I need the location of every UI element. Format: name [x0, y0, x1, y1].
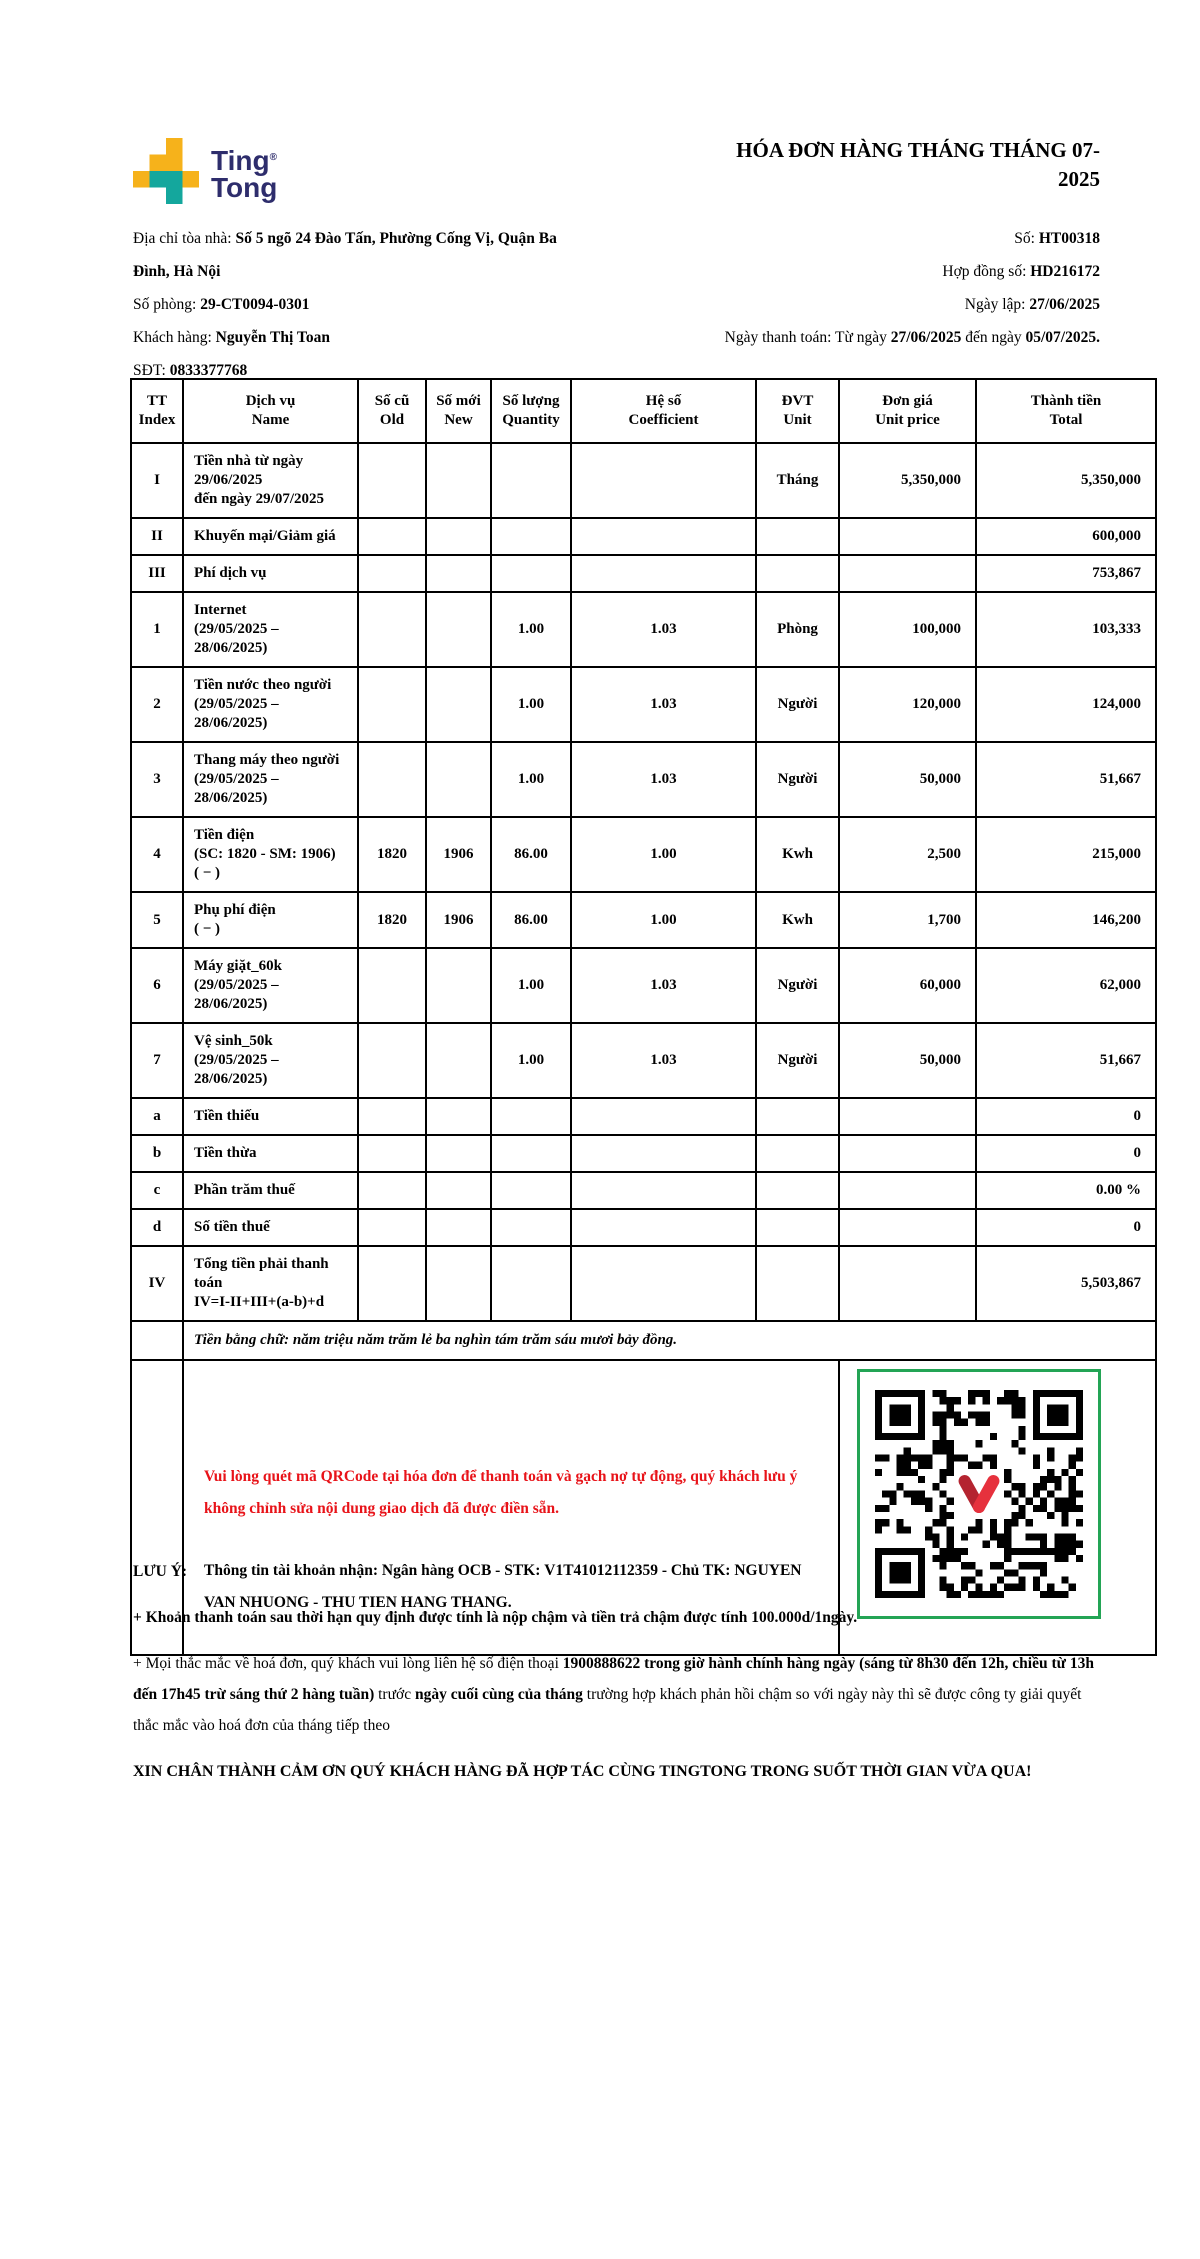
customer-name: Khách hàng: Nguyễn Thị Toan: [133, 329, 330, 346]
row-index-cell: 6: [131, 948, 183, 1023]
coefficient-cell: 1.03: [571, 948, 756, 1023]
old-reading-cell: [358, 443, 426, 518]
total-cell: 124,000: [976, 667, 1156, 742]
old-reading-cell: 1820: [358, 892, 426, 948]
old-reading-cell: [358, 592, 426, 667]
total-cell: 0: [976, 1209, 1156, 1246]
quantity-cell: [491, 1209, 571, 1246]
row-index-cell: IV: [131, 1246, 183, 1321]
coefficient-cell: [571, 518, 756, 555]
total-cell: 51,667: [976, 1023, 1156, 1098]
invoice-table: [130, 378, 1157, 1656]
unit-cell: [756, 1135, 839, 1172]
unit-price-cell: [839, 1246, 976, 1321]
unit-cell: [756, 518, 839, 555]
col-service: Dịch vụ Name: [183, 379, 358, 443]
new-reading-cell: [426, 1023, 491, 1098]
service-name-cell: Phần trăm thuế: [183, 1172, 358, 1209]
quantity-cell: 1.00: [491, 1023, 571, 1098]
quantity-cell: [491, 1135, 571, 1172]
total-cell: 5,503,867: [976, 1246, 1156, 1321]
quantity-cell: 86.00: [491, 892, 571, 948]
col-index: TT Index: [131, 379, 183, 443]
total-cell: 0: [976, 1135, 1156, 1172]
building-info: [133, 222, 693, 387]
unit-price-cell: 60,000: [839, 948, 976, 1023]
coefficient-cell: [571, 443, 756, 518]
total-cell: 51,667: [976, 742, 1156, 817]
old-reading-cell: [358, 1135, 426, 1172]
table-row: [131, 817, 1156, 892]
coefficient-cell: [571, 1246, 756, 1321]
table-row: [131, 1172, 1156, 1209]
row-index-cell: I: [131, 443, 183, 518]
new-reading-cell: [426, 742, 491, 817]
quantity-cell: [491, 555, 571, 592]
unit-price-cell: [839, 1172, 976, 1209]
col-new: Số mới New: [426, 379, 491, 443]
invoice-number: Số: HT00318: [1014, 230, 1100, 247]
service-name-cell: Phụ phí điện ( − ): [183, 892, 358, 948]
row-index-cell: c: [131, 1172, 183, 1209]
unit-price-cell: [839, 1098, 976, 1135]
invoice-meta: [725, 222, 1100, 354]
service-name-cell: Tiền nhà từ ngày 29/06/2025 đến ngày 29/07/2025: [183, 443, 358, 518]
thank-you-message: XIN CHÂN THÀNH CẢM ƠN QUÝ KHÁCH HÀNG ĐÃ HỢP TÁC CÙNG TINGTONG TRONG SUỐT THỜI GIAN VỪA QUA!: [133, 1763, 1032, 1780]
table-row: [131, 948, 1156, 1023]
row-index-cell: d: [131, 1209, 183, 1246]
service-name-cell: Khuyến mại/Giảm giá: [183, 518, 358, 555]
unit-price-cell: [839, 1209, 976, 1246]
total-cell: 600,000: [976, 518, 1156, 555]
service-name-cell: Tiền điện (SC: 1820 - SM: 1906) ( − ): [183, 817, 358, 892]
unit-price-cell: [839, 518, 976, 555]
row-index-cell: b: [131, 1135, 183, 1172]
unit-cell: [756, 1098, 839, 1135]
row-index-cell: II: [131, 518, 183, 555]
total-cell: 0: [976, 1098, 1156, 1135]
unit-cell: [756, 1246, 839, 1321]
row-index-cell: a: [131, 1098, 183, 1135]
amount-in-words: Tiền bằng chữ: năm triệu năm trăm lẻ ba nghìn tám trăm sáu mươi bảy đồng.: [183, 1321, 1156, 1360]
unit-cell: Kwh: [756, 892, 839, 948]
table-row: [131, 742, 1156, 817]
old-reading-cell: [358, 1023, 426, 1098]
quantity-cell: [491, 1172, 571, 1209]
quantity-cell: [491, 443, 571, 518]
service-name-cell: Số tiền thuế: [183, 1209, 358, 1246]
col-coefficient: Hệ số Coefficient: [571, 379, 756, 443]
row-index-cell: 2: [131, 667, 183, 742]
unit-price-cell: 100,000: [839, 592, 976, 667]
quantity-cell: 86.00: [491, 817, 571, 892]
unit-price-cell: 120,000: [839, 667, 976, 742]
new-reading-cell: [426, 592, 491, 667]
service-name-cell: Tiền thiếu: [183, 1098, 358, 1135]
tingtong-logo-icon: [133, 138, 199, 204]
new-reading-cell: [426, 1246, 491, 1321]
col-quantity: Số lượng Quantity: [491, 379, 571, 443]
unit-price-cell: 2,500: [839, 817, 976, 892]
row-index-cell: 5: [131, 892, 183, 948]
new-reading-cell: 1906: [426, 817, 491, 892]
old-reading-cell: [358, 1209, 426, 1246]
service-name-cell: Tiền nước theo người (29/05/2025 – 28/06/2025): [183, 667, 358, 742]
issue-date: Ngày lập: 27/06/2025: [964, 296, 1100, 313]
coefficient-cell: [571, 1098, 756, 1135]
row-index-cell: 7: [131, 1023, 183, 1098]
building-address-line1: Địa chỉ tòa nhà: Số 5 ngõ 24 Đào Tấn, Phường Cống Vị, Quận Ba: [133, 230, 557, 247]
unit-cell: [756, 555, 839, 592]
quantity-cell: [491, 1098, 571, 1135]
new-reading-cell: [426, 667, 491, 742]
new-reading-cell: [426, 948, 491, 1023]
coefficient-cell: [571, 555, 756, 592]
unit-price-cell: [839, 555, 976, 592]
total-cell: 103,333: [976, 592, 1156, 667]
tingtong-logo-text: Ting® Tong: [211, 145, 278, 203]
payment-period: Ngày thanh toán: Từ ngày 27/06/2025 đến ngày 05/07/2025.: [724, 329, 1100, 346]
total-cell: 5,350,000: [976, 443, 1156, 518]
coefficient-cell: 1.03: [571, 592, 756, 667]
quantity-cell: 1.00: [491, 592, 571, 667]
new-reading-cell: [426, 518, 491, 555]
table-row: [131, 518, 1156, 555]
old-reading-cell: [358, 518, 426, 555]
coefficient-cell: 1.00: [571, 817, 756, 892]
unit-cell: Người: [756, 667, 839, 742]
total-cell: 0.00 %: [976, 1172, 1156, 1209]
invoice-title: HÓA ĐƠN HÀNG THÁNG THÁNG 07- 2025: [736, 138, 1100, 191]
new-reading-cell: [426, 555, 491, 592]
unit-price-cell: [839, 1135, 976, 1172]
qr-notice: Vui lòng quét mã QRCode tại hóa đơn để thanh toán và gạch nợ tự động, quý khách lưu ý không chỉnh sửa nội dung giao dịch đã được điền sẵn.: [204, 1468, 798, 1517]
unit-cell: Tháng: [756, 443, 839, 518]
empty-index-cell: [131, 1321, 183, 1360]
service-name-cell: Tổng tiền phải thanh toán IV=I-II+III+(a-b)+d: [183, 1246, 358, 1321]
new-reading-cell: 1906: [426, 892, 491, 948]
room-number: Số phòng: 29-CT0094-0301: [133, 296, 310, 313]
coefficient-cell: [571, 1135, 756, 1172]
unit-cell: [756, 1209, 839, 1246]
unit-cell: Người: [756, 742, 839, 817]
service-name-cell: Phí dịch vụ: [183, 555, 358, 592]
old-reading-cell: [358, 1098, 426, 1135]
total-cell: 753,867: [976, 555, 1156, 592]
total-cell: 146,200: [976, 892, 1156, 948]
bank-account-info: Thông tin tài khoản nhận: Ngân hàng OCB - STK: V1T41012112359 - Chủ TK: NGUYEN VAN NHUONG - THU TIEN HANG THANG.: [204, 1562, 802, 1611]
coefficient-cell: [571, 1209, 756, 1246]
new-reading-cell: [426, 443, 491, 518]
table-row: [131, 443, 1156, 518]
table-row: [131, 1098, 1156, 1135]
quantity-cell: 1.00: [491, 742, 571, 817]
quantity-cell: [491, 1246, 571, 1321]
row-index-cell: III: [131, 555, 183, 592]
table-row: [131, 1209, 1156, 1246]
customer-phone: SĐT: 0833377768: [133, 362, 248, 379]
hotline-note: + Mọi thắc mắc về hoá đơn, quý khách vui lòng liên hệ số điện thoại 1900888622 trong giờ hành chính hàng ngày (sáng từ 8h30 đến 12h, chiều từ 13h đến 17h45 trừ sáng thứ 2 hàng tuần) trước ngày cuối cùng của tháng trường hợp khách phản hồi chậm so với ngày này thì sẽ được công ty giải quyết thắc mắc vào hoá đơn của tháng tiếp theo: [133, 1655, 1094, 1734]
late-payment-note: + Khoản thanh toán sau thời hạn quy định được tính là nộp chậm và tiền trả chậm được tính 100.000d/1ngày.: [133, 1609, 858, 1626]
new-reading-cell: [426, 1135, 491, 1172]
invoice-table-body: [131, 443, 1156, 1321]
building-address-line2: Đình, Hà Nội: [133, 263, 221, 280]
unit-cell: [756, 1172, 839, 1209]
row-index-cell: 3: [131, 742, 183, 817]
unit-cell: Kwh: [756, 817, 839, 892]
unit-price-cell: 50,000: [839, 742, 976, 817]
unit-cell: Phòng: [756, 592, 839, 667]
service-name-cell: Máy giặt_60k (29/05/2025 – 28/06/2025): [183, 948, 358, 1023]
unit-price-cell: 50,000: [839, 1023, 976, 1098]
coefficient-cell: 1.03: [571, 1023, 756, 1098]
table-row: [131, 555, 1156, 592]
quantity-cell: 1.00: [491, 948, 571, 1023]
quantity-cell: 1.00: [491, 667, 571, 742]
service-name-cell: Thang máy theo người (29/05/2025 – 28/06/2025): [183, 742, 358, 817]
table-row: [131, 1246, 1156, 1321]
quantity-cell: [491, 518, 571, 555]
col-total: Thành tiền Total: [976, 379, 1156, 443]
unit-price-cell: 1,700: [839, 892, 976, 948]
new-reading-cell: [426, 1209, 491, 1246]
table-row: [131, 892, 1156, 948]
coefficient-cell: [571, 1172, 756, 1209]
old-reading-cell: [358, 1172, 426, 1209]
old-reading-cell: [358, 948, 426, 1023]
old-reading-cell: [358, 1246, 426, 1321]
notes-title: LƯU Ý:: [133, 1563, 188, 1580]
table-row: [131, 667, 1156, 742]
total-cell: 215,000: [976, 817, 1156, 892]
table-row: [131, 1023, 1156, 1098]
service-name-cell: Vệ sinh_50k (29/05/2025 – 28/06/2025): [183, 1023, 358, 1098]
col-unit: ĐVT Unit: [756, 379, 839, 443]
old-reading-cell: 1820: [358, 817, 426, 892]
table-row: [131, 1135, 1156, 1172]
amount-in-words-row: [131, 1321, 1156, 1360]
tingtong-logo: [133, 138, 277, 204]
col-unit-price: Đơn giá Unit price: [839, 379, 976, 443]
footer-notes: [133, 1556, 1111, 1802]
service-name-cell: Tiền thừa: [183, 1135, 358, 1172]
total-cell: 62,000: [976, 948, 1156, 1023]
table-header-row: [131, 379, 1156, 443]
row-index-cell: 1: [131, 592, 183, 667]
contract-number: Hợp đồng số: HD216172: [942, 263, 1100, 280]
old-reading-cell: [358, 742, 426, 817]
row-index-cell: 4: [131, 817, 183, 892]
unit-cell: Người: [756, 1023, 839, 1098]
registered-mark: ®: [269, 152, 277, 163]
coefficient-cell: 1.03: [571, 667, 756, 742]
coefficient-cell: 1.03: [571, 742, 756, 817]
service-name-cell: Internet (29/05/2025 – 28/06/2025): [183, 592, 358, 667]
old-reading-cell: [358, 667, 426, 742]
table-row: [131, 592, 1156, 667]
old-reading-cell: [358, 555, 426, 592]
new-reading-cell: [426, 1172, 491, 1209]
coefficient-cell: 1.00: [571, 892, 756, 948]
col-old: Số cũ Old: [358, 379, 426, 443]
unit-price-cell: 5,350,000: [839, 443, 976, 518]
unit-cell: Người: [756, 948, 839, 1023]
new-reading-cell: [426, 1098, 491, 1135]
